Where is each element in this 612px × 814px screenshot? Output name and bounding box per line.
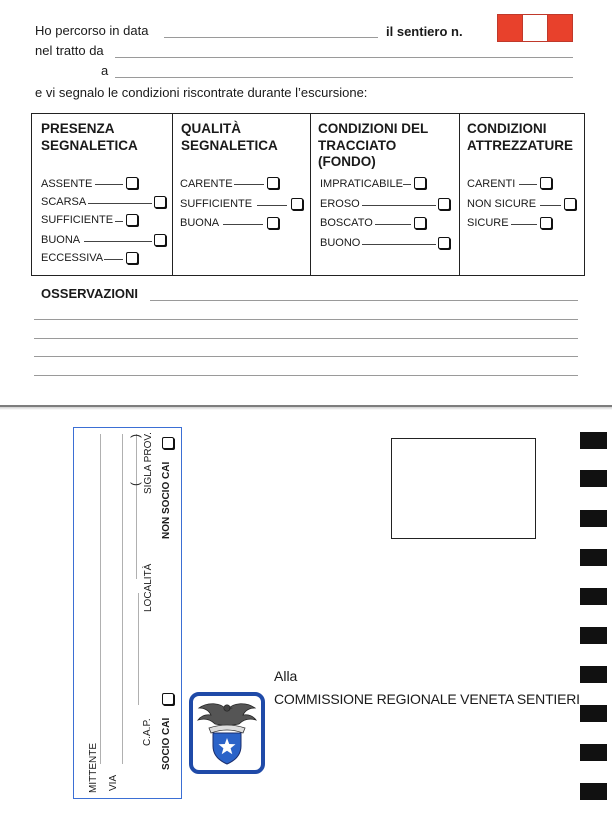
checkbox-buono[interactable] bbox=[438, 237, 450, 249]
checkbox-boscato[interactable] bbox=[414, 217, 426, 229]
column-title-line: SEGNALETICA bbox=[181, 137, 278, 153]
localita-write-line[interactable] bbox=[136, 434, 137, 579]
observations-write-line[interactable] bbox=[34, 356, 578, 357]
checkbox-non-socio-cai[interactable] bbox=[162, 437, 174, 449]
checkbox-sicure[interactable] bbox=[540, 217, 552, 229]
registration-mark bbox=[580, 666, 607, 683]
cai-eagle-emblem-icon bbox=[189, 692, 265, 774]
registration-mark bbox=[580, 705, 607, 722]
checkbox-sufficiente-qualita[interactable] bbox=[291, 198, 303, 210]
checkbox-buona-qualita[interactable] bbox=[267, 217, 279, 229]
checkbox-assente[interactable] bbox=[126, 177, 138, 189]
paren-open: ( bbox=[128, 482, 142, 486]
via-write-line[interactable] bbox=[122, 434, 123, 764]
registration-mark bbox=[580, 744, 607, 761]
column-divider bbox=[172, 114, 173, 275]
fold-shadow bbox=[0, 407, 612, 410]
column-divider bbox=[310, 114, 311, 275]
column-header-presenza-segnaletica bbox=[41, 121, 138, 154]
checkbox-sufficiente[interactable] bbox=[126, 214, 138, 226]
option-label: SICURE bbox=[467, 217, 509, 229]
sender-address-box bbox=[73, 427, 182, 799]
checkbox-buona[interactable] bbox=[154, 234, 166, 246]
eagle-shield-graphic bbox=[193, 696, 261, 770]
checkbox-socio-cai[interactable] bbox=[162, 693, 174, 705]
localita-label: LOCALITÀ bbox=[143, 563, 154, 612]
option-label: BUONA bbox=[41, 234, 81, 246]
paren-close: ) bbox=[128, 434, 142, 438]
socio-cai-label: SOCIO CAI bbox=[161, 717, 172, 770]
option-label: BUONA bbox=[180, 217, 220, 229]
column-header-condizioni-tracciato bbox=[318, 121, 428, 171]
option-leader bbox=[257, 205, 287, 206]
option-leader bbox=[375, 224, 411, 225]
registration-mark bbox=[580, 432, 607, 449]
observations-label: OSSERVAZIONI bbox=[41, 286, 139, 301]
option-leader bbox=[88, 203, 152, 204]
registration-mark bbox=[580, 549, 607, 566]
column-title-line: SEGNALETICA bbox=[41, 137, 138, 153]
option-leader bbox=[104, 259, 123, 260]
sigla-prov-label: SIGLA PROV. bbox=[143, 432, 154, 494]
registration-mark bbox=[580, 470, 607, 487]
registration-mark bbox=[580, 510, 607, 527]
option-label: SUFFICIENTE bbox=[180, 198, 253, 210]
column-title-line: PRESENZA bbox=[41, 121, 115, 136]
mittente-write-line[interactable] bbox=[100, 434, 101, 764]
non-socio-cai-label: NON SOCIO CAI bbox=[161, 461, 172, 539]
checkbox-non-sicure[interactable] bbox=[564, 198, 576, 210]
option-leader bbox=[362, 205, 436, 206]
column-title-line: CONDIZIONI bbox=[467, 121, 547, 136]
option-label: SCARSA bbox=[41, 196, 87, 208]
observations-write-line[interactable] bbox=[34, 375, 578, 376]
mittente-label: MITTENTE bbox=[88, 743, 99, 793]
option-leader bbox=[540, 205, 561, 206]
conditions-table bbox=[31, 113, 585, 276]
column-title-line: CONDIZIONI DEL bbox=[318, 121, 429, 136]
option-leader bbox=[115, 221, 123, 222]
recipient-prefix: Alla bbox=[274, 668, 298, 684]
option-leader bbox=[362, 244, 436, 245]
option-leader bbox=[223, 224, 263, 225]
checkbox-eccessiva[interactable] bbox=[126, 252, 138, 264]
registration-mark bbox=[580, 627, 607, 644]
to-label: a bbox=[101, 63, 109, 78]
checkbox-carente[interactable] bbox=[267, 177, 279, 189]
option-label: NON SICURE bbox=[467, 198, 537, 210]
option-label: BOSCATO bbox=[320, 217, 373, 229]
column-header-condizioni-attrezzature bbox=[467, 121, 573, 154]
recipient-name: COMMISSIONE REGIONALE VENETA SENTIERI bbox=[274, 691, 580, 707]
cap-label: C.A.P. bbox=[142, 718, 153, 746]
option-label: ASSENTE bbox=[41, 178, 93, 190]
from-label: nel tratto da bbox=[35, 43, 104, 58]
intro-date-label: Ho percorso in data bbox=[35, 23, 149, 38]
option-leader bbox=[234, 184, 264, 185]
option-leader bbox=[84, 241, 152, 242]
option-label: IMPRATICABILE bbox=[320, 178, 403, 190]
stamp-box bbox=[391, 438, 536, 539]
via-label: VIA bbox=[108, 774, 119, 791]
checkbox-scarsa[interactable] bbox=[154, 196, 166, 208]
option-leader bbox=[403, 184, 411, 185]
cap-write-line[interactable] bbox=[138, 593, 139, 705]
option-label: CARENTE bbox=[180, 178, 233, 190]
column-title-line: (FONDO) bbox=[318, 154, 376, 169]
registration-mark bbox=[580, 588, 607, 605]
option-label: BUONO bbox=[320, 237, 361, 249]
marker-white-stripe bbox=[522, 15, 548, 41]
registration-mark bbox=[580, 783, 607, 800]
column-divider bbox=[459, 114, 460, 275]
marker-red-stripe bbox=[498, 15, 522, 41]
option-leader bbox=[95, 184, 123, 185]
checkbox-eroso[interactable] bbox=[438, 198, 450, 210]
option-label: EROSO bbox=[320, 198, 360, 210]
from-write-line[interactable] bbox=[115, 57, 573, 58]
checkbox-carenti[interactable] bbox=[540, 177, 552, 189]
column-title-line: TRACCIATO bbox=[318, 137, 397, 153]
column-title-line: ATTREZZATURE bbox=[467, 137, 573, 153]
to-write-line[interactable] bbox=[115, 77, 573, 78]
option-label: SUFFICIENTE bbox=[41, 214, 114, 226]
marker-red-stripe bbox=[548, 15, 572, 41]
option-label: ECCESSIVA bbox=[41, 252, 104, 264]
conditions-intro: e vi segnalo le condizioni riscontrate durante l’escursione: bbox=[35, 85, 368, 100]
trail-marker-flag bbox=[497, 14, 573, 42]
column-header-qualita-segnaletica bbox=[181, 121, 278, 154]
date-write-line[interactable] bbox=[164, 37, 378, 38]
option-label: CARENTI bbox=[467, 178, 516, 190]
trail-number-label: il sentiero n. bbox=[386, 24, 463, 39]
observations-write-line[interactable] bbox=[34, 319, 578, 320]
option-leader bbox=[519, 184, 537, 185]
column-title-line: QUALITÀ bbox=[181, 121, 241, 136]
observations-write-line[interactable] bbox=[150, 300, 578, 301]
checkbox-impraticabile[interactable] bbox=[414, 177, 426, 189]
option-leader bbox=[511, 224, 537, 225]
observations-write-line[interactable] bbox=[34, 338, 578, 339]
